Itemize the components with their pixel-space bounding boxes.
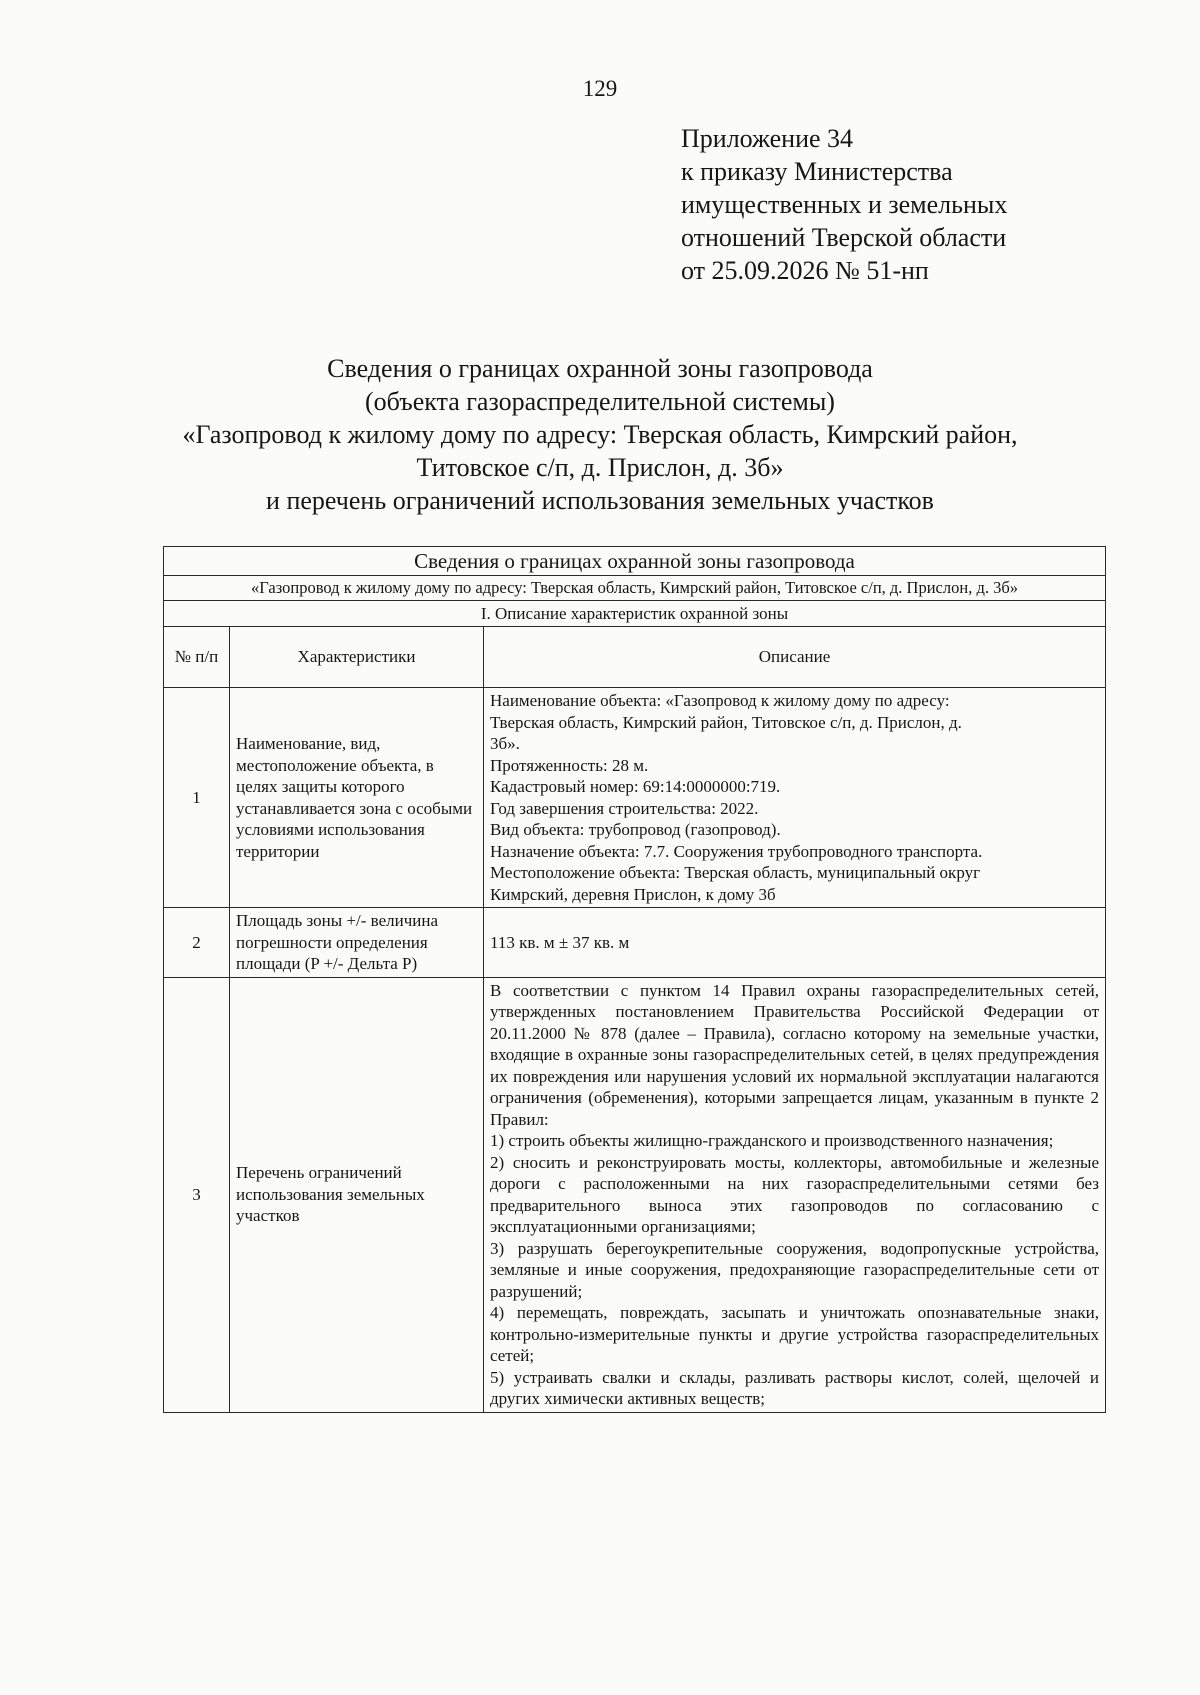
description-line: Тверская область, Кимрский район, Титовское с/п, д. Прислон, д.: [490, 712, 962, 732]
title-line: (объекта газораспределительной системы): [365, 387, 835, 416]
row-characteristic: Площадь зоны +/- величина погрешности определения площади (P +/- Дельта P): [230, 908, 484, 978]
column-header-characteristics: Характеристики: [230, 627, 484, 688]
row-description: [484, 977, 1106, 1412]
table-main-header: Сведения о границах охранной зоны газопровода: [164, 547, 1106, 576]
row-number: 3: [164, 977, 230, 1412]
description-paragraph: 3) разрушать берегоукрепительные сооружения, водопропускные устройства, земляные и иные сооружения, предохраняющие газораспределительные сети от разрушений;: [490, 1238, 1100, 1301]
description-line: Наименование объекта: «Газопровод к жилому дому по адресу:: [490, 691, 950, 710]
appendix-line: отношений Тверской области: [681, 223, 1007, 252]
row-description: [484, 688, 1106, 908]
title-line: «Газопровод к жилому дому по адресу: Тверская область, Кимрский район,: [182, 420, 1018, 449]
description-line: Протяженность: 28 м.: [490, 755, 649, 775]
table-object-header: «Газопровод к жилому дому по адресу: Тверская область, Кимрский район, Титовское с/п, д. Прислон, д. 3б»: [164, 576, 1106, 601]
description-line: 3б».: [490, 734, 520, 753]
column-header-number: № п/п: [164, 627, 230, 688]
page-number: 129: [582, 76, 618, 101]
table-section-title: I. Описание характеристик охранной зоны: [164, 601, 1106, 627]
description-line: Кадастровый номер: 69:14:0000000:719.: [490, 777, 781, 796]
description-line: Местоположение объекта: Тверская область, муниципальный округ: [490, 863, 981, 882]
table-row: [164, 688, 1106, 908]
title-line: Титовское с/п, д. Прислон, д. 3б»: [416, 453, 784, 482]
description-paragraph: 5) устраивать свалки и склады, разливать растворы кислот, солей, щелочей и других химически активных веществ;: [490, 1367, 1100, 1408]
column-header-row: [164, 627, 1106, 688]
column-header-description: Описание: [484, 627, 1106, 688]
table-row: [164, 977, 1106, 1412]
description-line: Кимрский, деревня Прислон, к дому 3б: [490, 884, 776, 904]
protection-zone-table: [163, 546, 1106, 1413]
appendix-line: Приложение 34: [681, 124, 854, 153]
description-paragraph: 4) перемещать, повреждать, засыпать и уничтожать опознавательные знаки, контрольно-измерительные пункты и другие устройства газораспределительных сетей;: [490, 1303, 1100, 1365]
description-paragraph: 2) сносить и реконструировать мосты, коллекторы, автомобильные и железные дороги с расположенными на них газораспределительными сетями без предварительного выноса этих газопроводов по согласованию с эксплуатационными организациями;: [490, 1152, 1100, 1236]
appendix-line: от 25.09.2026 № 51-нп: [681, 256, 929, 285]
row-characteristic: Наименование, вид, местоположение объекта, в целях защиты которого устанавливается зона с особыми условиями использования территории: [230, 688, 484, 908]
description-line: Назначение объекта: 7.7. Сооружения трубопроводного транспорта.: [490, 841, 983, 861]
description-paragraph: 1) строить объекты жилищно-гражданского и производственного назначения;: [490, 1131, 1054, 1150]
row-number: 2: [164, 908, 230, 978]
appendix-block: [681, 122, 1007, 287]
description-line: Вид объекта: трубопровод (газопровод).: [490, 820, 781, 839]
table-row: [164, 908, 1106, 978]
row-characteristic: Перечень ограничений использования земельных участков: [230, 977, 484, 1412]
row-number: 1: [164, 688, 230, 908]
appendix-line: к приказу Министерства: [681, 157, 953, 186]
description-paragraph: В соответствии с пунктом 14 Правил охраны газораспределительных сетей, утвержденных постановлением Правительства Российской Федерации от 20.11.2000 № 878 (далее – Правила), согласно которому на земельные участки, входящие в охранные зоны газораспределительных сетей, в целях предупреждения их повреждения или нарушения условий их нормальной эксплуатации налагаются ограничения (обременения), которыми запрещается лицам, указанным в пункте 2 Правил:: [490, 980, 1100, 1129]
title-line: и перечень ограничений использования земельных участков: [266, 486, 934, 515]
title-line: Сведения о границах охранной зоны газопровода: [327, 354, 873, 383]
row-description: 113 кв. м ± 37 кв. м: [484, 908, 1106, 978]
description-line: Год завершения строительства: 2022.: [490, 798, 759, 818]
appendix-line: имущественных и земельных: [681, 190, 1008, 219]
document-title: [0, 352, 1200, 517]
